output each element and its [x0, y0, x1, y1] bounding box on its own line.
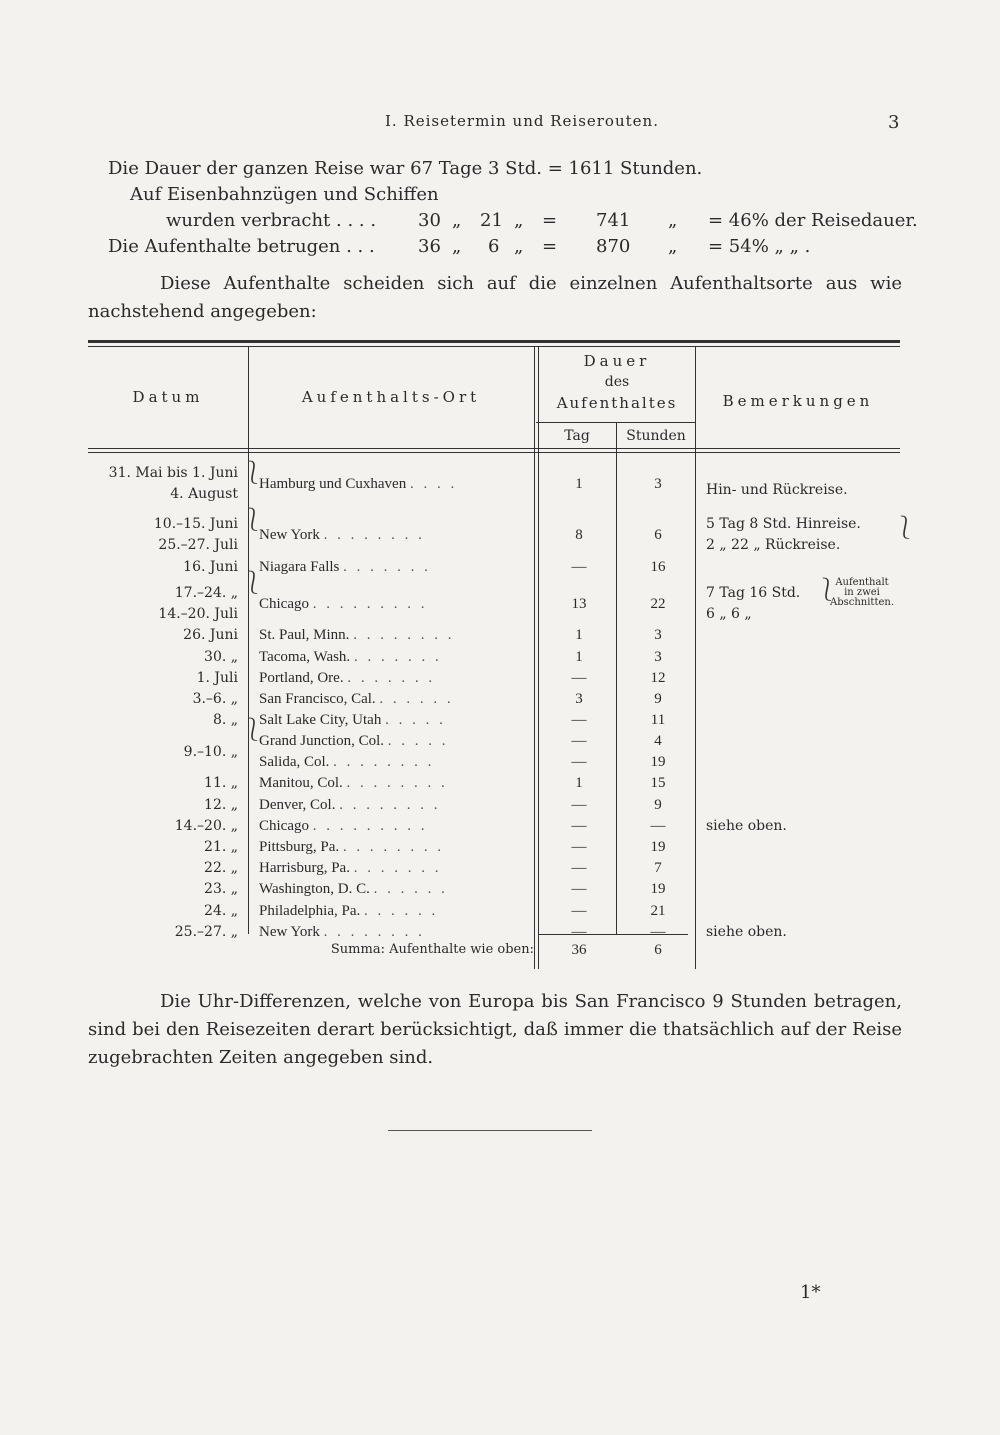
table-row	[88, 712, 900, 733]
header-dauer: Dauer	[583, 352, 651, 370]
row-date: 25.–27. „	[174, 924, 238, 940]
table-row	[88, 860, 900, 881]
row-place	[259, 903, 529, 920]
row-tag: —	[571, 881, 587, 897]
row-place-name: Washington, D. C.	[259, 881, 370, 897]
note-line: in zwei	[844, 587, 880, 598]
row-place	[259, 627, 529, 644]
row-remark: 5 Tag 8 Std. Hinreise.	[706, 516, 861, 532]
table-row	[88, 839, 900, 860]
row-date: 17.–24. „	[174, 585, 238, 601]
note-line: Abschnitten.	[829, 597, 894, 608]
row-tag: —	[571, 670, 587, 686]
equals-sign: =	[542, 236, 558, 257]
leader-dots: . . . . . . . .	[333, 754, 435, 770]
row-date: 4. August	[170, 486, 238, 502]
table-row	[88, 537, 900, 558]
row-place	[259, 559, 529, 576]
header-bottom-rule	[88, 448, 900, 449]
closing-paragraph: Die Uhr-Differenzen, welche von Europa bis San Francisco 9 Stunden betragen, sind bei den Reisezeiten derart berücksichtigt, daß immer die thatsächlich auf der Reise zugebrachten Zeiten angegeben sind.	[88, 991, 902, 1068]
table-row	[88, 691, 900, 712]
brace-icon: ⎱	[242, 718, 265, 743]
row-tag: 1	[575, 775, 583, 791]
leader-dots: . . . . . . . .	[323, 527, 425, 543]
row-remark: Hin- und Rückreise.	[706, 482, 848, 498]
row-place	[259, 924, 529, 941]
total-stunden: 6	[654, 942, 662, 958]
ditto-mark: „	[668, 236, 678, 257]
row-remark: siehe oben.	[706, 924, 787, 940]
row-place-name: Salida, Col.	[259, 754, 330, 770]
page-number: 3	[888, 112, 900, 133]
row-date: 10.–15. Juni	[153, 516, 238, 532]
row-tag: —	[571, 754, 587, 770]
row-remark: 2 „ 22 „ Rückreise.	[706, 537, 841, 553]
leader-dots: . . . . . . .	[353, 649, 442, 665]
row-tag: —	[571, 860, 587, 876]
leader-dots: . . . .	[409, 476, 458, 492]
row-place-name: San Francisco, Cal.	[259, 691, 376, 707]
intro-paragraph: Diese Aufenthalte scheiden sich auf die einzelnen Aufenthaltsorte aus wie nachstehend angegeben:	[88, 273, 902, 322]
row-stunden: 4	[654, 733, 662, 749]
row-date: 24. „	[204, 903, 238, 919]
row-tag: 1	[575, 627, 583, 643]
table-row	[88, 606, 900, 627]
table-row	[88, 670, 900, 691]
row-place-name: Tacoma, Wash.	[259, 649, 351, 665]
leader-dots: . . . . . . .	[343, 559, 431, 575]
total-tag: 36	[571, 942, 587, 958]
row-tag: —	[571, 924, 587, 940]
row-tag: 13	[571, 596, 587, 612]
row-stunden: 22	[650, 596, 666, 612]
leader-dots: . . . . . . .	[347, 670, 436, 686]
row-tag: 1	[575, 476, 583, 492]
row-place	[259, 670, 529, 687]
end-rule	[388, 1130, 592, 1131]
table-row	[88, 797, 900, 818]
summary-days: 36	[418, 236, 441, 257]
summary-percent: = 46% der Reisedauer.	[708, 210, 918, 231]
ditto-mark: „	[452, 210, 462, 231]
table-row	[88, 775, 900, 796]
row-date: 12. „	[204, 797, 238, 813]
brace-icon: ⎱	[242, 571, 265, 596]
ditto-mark: „	[452, 236, 462, 257]
row-date: 1. Juli	[196, 670, 238, 686]
row-stunden: —	[650, 924, 666, 940]
row-place	[259, 839, 529, 856]
row-date: 16. Juni	[183, 559, 238, 575]
summary-line-total: Die Dauer der ganzen Reise war 67 Tage 3 Std. = 1611 Stunden.	[108, 158, 703, 179]
leader-dots: . . . . . .	[379, 691, 454, 707]
row-tag: 3	[575, 691, 583, 707]
row-tag: —	[571, 818, 587, 834]
row-stunden: 7	[654, 860, 662, 876]
table-row	[88, 486, 900, 507]
row-date: 25.–27. Juli	[158, 537, 238, 553]
row-tag: —	[571, 903, 587, 919]
table-top-rule-thin	[88, 346, 900, 347]
summary-percent: = 54% „ „ .	[708, 236, 811, 257]
brace-icon: ⎱	[894, 516, 917, 541]
summary-label: Die Aufenthalte betrugen . . .	[108, 236, 375, 257]
header-tag: Tag	[564, 428, 590, 444]
page-header	[0, 112, 1000, 136]
row-date: 21. „	[204, 839, 238, 855]
row-remark: 7 Tag 16 Std.	[706, 585, 801, 601]
ditto-mark: „	[514, 210, 524, 231]
row-date: 14.–20. „	[174, 818, 238, 834]
leader-dots: . . . . . . . .	[353, 627, 455, 643]
header-aufenthaltes: Aufenthaltes	[556, 394, 678, 412]
row-place-name: Salt Lake City, Utah	[259, 712, 382, 728]
row-tag: 8	[575, 527, 583, 543]
row-place-name: Harrisburg, Pa.	[259, 860, 350, 876]
row-place	[259, 775, 529, 792]
row-place	[259, 881, 529, 898]
total-label: Summa: Aufenthalte wie oben:	[330, 942, 534, 957]
brace-icon: ⎱	[242, 508, 265, 533]
leader-dots: . . . . . . . .	[346, 775, 448, 791]
row-stunden: 9	[654, 691, 662, 707]
row-date: 30. „	[204, 649, 238, 665]
signature-mark: 1*	[800, 1282, 821, 1303]
row-remark: siehe oben.	[706, 818, 787, 834]
summary-line-travel-values	[90, 210, 918, 234]
row-date: 22. „	[204, 860, 238, 876]
table-row	[88, 559, 900, 580]
running-title: I. Reisetermin und Reiserouten.	[385, 112, 659, 130]
row-place-name: Grand Junction, Col.	[259, 733, 384, 749]
row-stunden: 19	[650, 754, 666, 770]
row-place-name: Pittsburg, Pa.	[259, 839, 340, 855]
row-stunden: 9	[654, 797, 662, 813]
row-date: 8. „	[212, 712, 238, 728]
leader-dots: . . . . . . . .	[339, 797, 441, 813]
row-date: 11. „	[204, 775, 238, 791]
summary-days: 30	[418, 210, 441, 231]
row-date: 26. Juni	[183, 627, 238, 643]
leader-dots: . . . . . . .	[353, 860, 442, 876]
leader-dots: . . . . .	[387, 733, 449, 749]
table-top-rule	[88, 340, 900, 343]
row-stunden: 11	[650, 712, 666, 728]
row-place	[259, 691, 529, 708]
summary-total: 870	[596, 236, 631, 257]
row-stunden: 6	[654, 527, 662, 543]
summary-hours: 21	[480, 210, 503, 231]
table-row	[88, 516, 900, 543]
header-bemerkungen: Bemerkungen	[722, 392, 874, 410]
note-line: Aufenthalt	[835, 577, 889, 588]
row-date: 31. Mai bis 1. Juni	[108, 465, 238, 481]
row-place-name: Niagara Falls	[259, 559, 340, 575]
row-place	[259, 860, 529, 877]
row-tag: —	[571, 839, 587, 855]
row-tag: —	[571, 559, 587, 575]
equals-sign: =	[542, 210, 558, 231]
row-stunden: 12	[650, 670, 666, 686]
table-row	[88, 881, 900, 902]
stays-table	[88, 340, 917, 970]
row-stunden: 19	[650, 881, 666, 897]
summary-hours: 6	[488, 236, 500, 257]
table-row	[88, 744, 900, 775]
row-place	[259, 712, 529, 729]
summary-line-stays-values	[90, 236, 910, 260]
leader-dots: . . . . . .	[373, 881, 448, 897]
row-stunden: 15	[650, 775, 666, 791]
row-place-name: Portland, Ore.	[259, 670, 344, 686]
leader-dots: . . . . .	[385, 712, 446, 728]
row-place-name: Hamburg und Cuxhaven	[259, 476, 407, 492]
table-row	[88, 903, 900, 924]
row-stunden: 3	[654, 476, 662, 492]
row-place-name: Chicago	[259, 818, 309, 834]
row-place	[259, 733, 529, 750]
row-place-name: Chicago	[259, 596, 309, 612]
row-place-name: Manitou, Col.	[259, 775, 343, 791]
ditto-mark: „	[668, 210, 678, 231]
summary-label: wurden verbracht . . . .	[166, 210, 377, 231]
summary-line-travel: Auf Eisenbahnzügen und Schiffen	[130, 184, 439, 205]
row-date: 23. „	[204, 881, 238, 897]
header-des: des	[604, 374, 630, 390]
header-bottom-rule-2	[88, 452, 900, 453]
brace-icon: ⎱	[816, 578, 839, 603]
table-row	[88, 818, 900, 839]
row-place	[259, 797, 529, 814]
row-date: 9.–10. „	[183, 744, 238, 760]
ditto-mark: „	[514, 236, 524, 257]
row-place	[259, 649, 529, 666]
leader-dots: . . . . . . . .	[323, 924, 425, 940]
row-place	[259, 818, 529, 835]
leader-dots: . . . . . . . . .	[312, 596, 428, 612]
row-place-name: St. Paul, Minn.	[259, 627, 350, 643]
table-row	[88, 649, 900, 670]
brace-icon: ⎱	[242, 461, 265, 486]
leader-dots: . . . . . . . .	[342, 839, 445, 855]
header-stunden: Stunden	[626, 428, 686, 444]
row-stunden: —	[650, 818, 666, 834]
row-place-name: New York	[259, 527, 320, 543]
row-tag: —	[571, 733, 587, 749]
row-remark: 6 „ 6 „	[706, 606, 752, 622]
leader-dots: . . . . . .	[364, 903, 439, 919]
row-stunden: 21	[650, 903, 666, 919]
row-place-name: Philadelphia, Pa.	[259, 903, 361, 919]
row-date: 3.–6. „	[192, 691, 238, 707]
header-datum: Datum	[132, 388, 204, 406]
row-place-name: New York	[259, 924, 320, 940]
chicago-remark-note	[824, 578, 900, 608]
header-ort: Aufenthalts-Ort	[301, 388, 481, 406]
row-stunden: 19	[650, 839, 666, 855]
table-row	[88, 585, 900, 612]
row-date: 14.–20. Juli	[158, 606, 238, 622]
row-place	[259, 754, 529, 771]
row-place-name: Denver, Col.	[259, 797, 336, 813]
row-tag: —	[571, 797, 587, 813]
row-stunden: 3	[654, 649, 662, 665]
row-stunden: 16	[650, 559, 666, 575]
row-tag: 1	[575, 649, 583, 665]
row-stunden: 3	[654, 627, 662, 643]
table-row	[88, 627, 900, 648]
leader-dots: . . . . . . . . .	[312, 818, 428, 834]
summary-total: 741	[596, 210, 631, 231]
row-tag: —	[571, 712, 587, 728]
total-row	[88, 942, 900, 963]
